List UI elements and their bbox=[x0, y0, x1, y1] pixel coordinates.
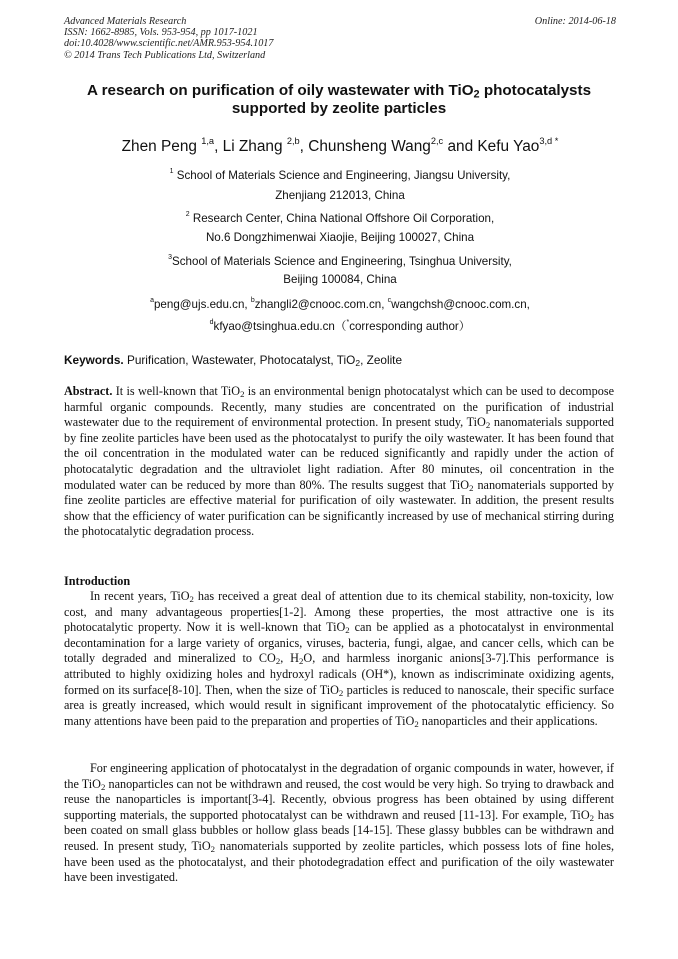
copyright-line: © 2014 Trans Tech Publications Ltd, Switzerland bbox=[64, 49, 266, 61]
online-date: Online: 2014-06-18 bbox=[534, 16, 616, 27]
journal-header bbox=[64, 16, 616, 61]
affiliation-1-line-1: $^1$ School of Materials Science and Engineering, Jiangsu University, bbox=[169, 168, 511, 182]
abstract-paragraph: Abstract. It is well-known that TiO$_2$ is an environmental benign photocatalyst which can be used to decompose harmful organic compounds. Recently, many studies are concentrated on the purification of industrial wastewater due to the requirement of environmental protection. In present study, TiO$_2$ nanomaterials supported by fine zeolite particles have been used as the photocatalyst to purify the oily wastewater. It has been found that the oil concentration in the modulated water can be reduced significantly and rapidly under the action of photocatalytic degradation and the ultraviolet light radiation. After 80 minutes, oil concentration in the modulated water can be reduced by more than 80%. The results suggest that TiO$_2$ nanomaterials supported by fine zeolite particles are effective material for purification of oily wastewater. In addition, the present results show that the efficiency of water purification can be significantly increased by use of mechanical stirring during the photocatalytic degradation process. bbox=[64, 384, 614, 539]
issn-line: ISSN: 1662-8985, Vols. 953-954, pp 1017-1021 bbox=[64, 27, 258, 39]
email-line-1: $^a$peng@ujs.edu.cn, $^b$zhangli2@cnooc.com.cn, $^c$wangchsh@cnooc.com.cn, bbox=[150, 297, 530, 311]
title-line-2: supported by zeolite particles bbox=[231, 100, 447, 117]
affiliation-1-line-2: Zhenjiang 212013, China bbox=[275, 189, 405, 202]
author: Zhen Peng $^{1,a}$ bbox=[121, 136, 215, 156]
paper-title bbox=[60, 82, 618, 118]
affiliation-2-line-1: $^2$ Research Center, China National Offshore Oil Corporation, bbox=[185, 211, 495, 225]
introduction-paragraph-2: For engineering application of photocatalyst in the degradation of organic compounds in water, however, if the TiO$_2$ nanoparticles can not be withdrawn and reused, the cost would be very high. So trying to drawback and reuse the nanoparticles is important[3-4]. Recently, obvious progress has been obtained by using different supporting materials, the supported photocatalyst can be withdrawn and reused [11-13]. For example, TiO$_2$ has been coated on small glass bubbles or hollow glass beads [14-15]. These glassy bubbles can be withdrawn and reused. In present study, TiO$_2$ nanomaterials supported by zeolite particles, which possess lots of fine holes, have been used as the photocatalyst, and their photodegradation effect and purification of the oily wastewater have been investigated. bbox=[64, 761, 614, 885]
title-line-1: A research on purification of oily wastewater with TiO$_2$ photocatalysts bbox=[86, 82, 592, 101]
affiliation-3-line-2: Beijing 100084, China bbox=[283, 273, 397, 286]
doi-line: doi:10.4028/www.scientific.net/AMR.953-954.1017 bbox=[64, 38, 274, 50]
author: Chunsheng Wang$^{2,c}$ bbox=[308, 136, 444, 156]
journal-name: Advanced Materials Research bbox=[64, 16, 187, 27]
author: Kefu Yao$^{3,d *}$ bbox=[477, 136, 559, 156]
keywords: Keywords. Purification, Wastewater, Photocatalyst, TiO$_2$, Zeolite bbox=[64, 353, 403, 368]
introduction-paragraph-1: In recent years, TiO$_2$ has received a great deal of attention due to its chemical stability, non-toxicity, low cost, and many advantageous properties[1-2]. Among these properties, the most attractive one is its photocatalytic property. Now it is well-known that TiO$_2$ can be applied as a photocatalyst in environmental decontamination for a large variety of organics, viruses, bacteria, fungi, algae, and cancer cells, which can be totally degraded and mineralized to $CO_2$, $H_2O$, and harmless inorganic anions[3-7].This performance is attributed to highly oxidizing holes and hydroxyl radicals (OH*), known as indiscriminate oxidizing agents, formed on its surface[8-10]. Then, when the size of TiO$_2$ particles is reduced to nanoscale, their specific surface area is greatly increased, which would result in significant improvement of the photocatalytic efficiency. So many attentions have been paid to the preparation and properties of TiO$_2$ nanoparticles and their applications. bbox=[64, 589, 614, 729]
introduction-heading: Introduction bbox=[64, 574, 131, 588]
affiliation-2-line-2: No.6 Dongzhimenwai Xiaojie, Beijing 100027, China bbox=[205, 231, 475, 244]
author-list: Zhen Peng $^{1,a}$, Li Zhang $^{2,b}$, Chunsheng Wang$^{2,c}$ and Kefu Yao$^{3,d *}$ bbox=[121, 136, 559, 156]
author: Li Zhang $^{2,b}$ bbox=[222, 136, 300, 156]
email-line-2: $^d$kfyao@tsinghua.edu.cn（*corresponding author） bbox=[209, 319, 471, 333]
affiliation-3-line-1: $^3$School of Materials Science and Engineering, Tsinghua University, bbox=[168, 254, 512, 268]
